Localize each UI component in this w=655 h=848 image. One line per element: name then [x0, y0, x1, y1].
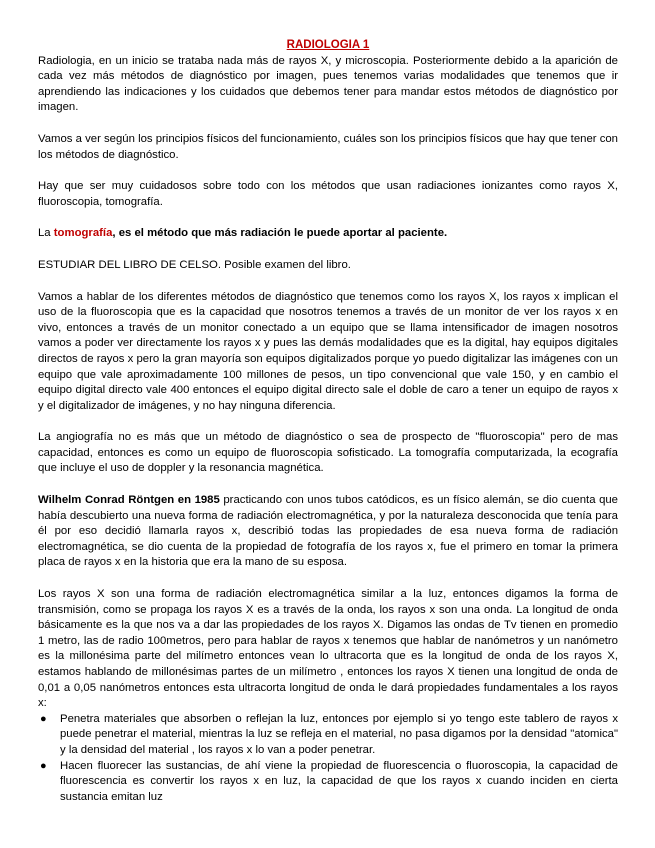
page-title: RADIOLOGIA 1 [286, 39, 370, 51]
rontgen-text: practicando con unos tubos catódicos, es un físico alemán, se dio cuenta que había descubierto una nueva forma de radiación electromagnética, y por la naturaleza desconocida que tenía para él por eso decidió llamarla rayos x, describió todas las propiedades de esa nueva forma de radiación electromagnética, se dio cuenta de la propiedad de fotografía de los rayos x, fue el primero en tomar la primera placa de rayos x en la historia que era la mano de su esposa. [38, 494, 618, 569]
paragraph-angiography: La angiografía no es más que un método de diagnóstico o sea de prospecto de "fluoroscopia" pero de mas capacidad, entonces es como un equipo de fluoroscopia sofisticado. La tomografía computarizada, la ecografía que incluye el uso de doppler y la resonancia magnética. [38, 431, 618, 475]
paragraph-tomography [38, 226, 618, 242]
list-item [40, 759, 618, 806]
paragraph-intro: Radiologia, en un inicio se trataba nada más de rayos X, y microscopia. Posteriormente debido a la aparición de cada vez más métodos de diagnóstico por imagen, pues tenemos varias modalidades que tenemos que ir aprendiendo las indicaciones y los cuidados que debemos tener para mandar estos métodos de diagnóstico por imagen. [38, 54, 618, 114]
properties-list [38, 712, 618, 806]
paragraph-principles: Vamos a ver según los principios físicos del funcionamiento, cuáles son los principios físicos que hay que tener con los métodos de diagnóstico. [38, 132, 618, 161]
paragraph-methods: Vamos a hablar de los diferentes métodos de diagnóstico que tenemos como los rayos X, los rayos x implican el uso de la fluoroscopia que es la capacidad que nosotros tenemos a través de un monitor de ver los rayos x en vivo, entonces a través de un monitor conectado a un equipo que se llama intensificador de imagen nosotros vamos a poder ver directamente los rayos x y pues las demás modalidades que es la digital, hay equipos digitales directos de rayos x pero la gran mayoría son equipos digitalizados porque yo puedo digitalizar las imágenes con un equipo que vale aproximadamente 100 millones de pesos, un tipo convencional que vale 150, y en cambio el equipo digital directo vale 400 entonces el equipo digital directo sale el doble de caro a tener un equipo de rayos x y el digitalizador de imágenes, y no hay ninguna diferencia. [38, 290, 618, 412]
bullet-icon: ● [40, 759, 47, 772]
paragraph-study-note: ESTUDIAR DEL LIBRO DE CELSO. Posible examen del libro. [38, 258, 351, 271]
bullet-icon: ● [40, 712, 47, 725]
paragraph-ionizing: Hay que ser muy cuidadosos sobre todo con los métodos que usan radiaciones ionizantes como rayos X, fluoroscopia, tomografía. [38, 180, 618, 208]
tomography-statement: , es el método que más radiación le puede aportar al paciente. [112, 227, 448, 240]
bullet-text: Hacen fluorecer las sustancias, de ahí viene la propiedad de fluorescencia o fluoroscopia, la capacidad de fluorescencia es convertir los rayos x en luz, la capacidad de que los rayos x cuando inciden en cierta sustancia emitan luz [60, 759, 618, 803]
rontgen-name: Wilhelm Conrad Röntgen en 1985 [38, 494, 220, 507]
paragraph-xrays: Los rayos X son una forma de radiación electromagnética similar a la luz, entonces digamos la forma de transmisión, como se propaga los rayos X es a través de la onda, los rayos x son una onda. La longitud de onda básicamente es la que nos va a dar las propiedades de los rayos X. Digamos las ondas de Tv tienen en promedio 1 metro, las de radio 100metros, pero para hablar de rayos x tenemos que hablar de nanómetros y un nanómetro es la millonésima parte del milímetro entonces vean lo ultracorta que es la longitud de onda de los rayos X, estamos hablando de millonésimas partes de un milímetro , entonces los rayos X tienen una longitud de onda de 0,01 a 0,05 nanómetros entonces esta ultracorta longitud de onda le dará propiedades fundamentales a los rayos x: [38, 588, 618, 710]
tomography-prefix: La [38, 227, 54, 240]
list-item [40, 712, 618, 759]
bullet-text: Penetra materiales que absorben o reflejan la luz, entonces por ejemplo si yo tengo este tablero de rayos x puede penetrar el material, mientras la luz se refleja en el material, no pasa digamos por la densidad "atomica" y la densidad del material , los rayos x lo van a poder penetrar. [60, 712, 618, 756]
paragraph-rontgen [38, 493, 618, 571]
tomography-highlight: tomografía [53, 227, 113, 240]
